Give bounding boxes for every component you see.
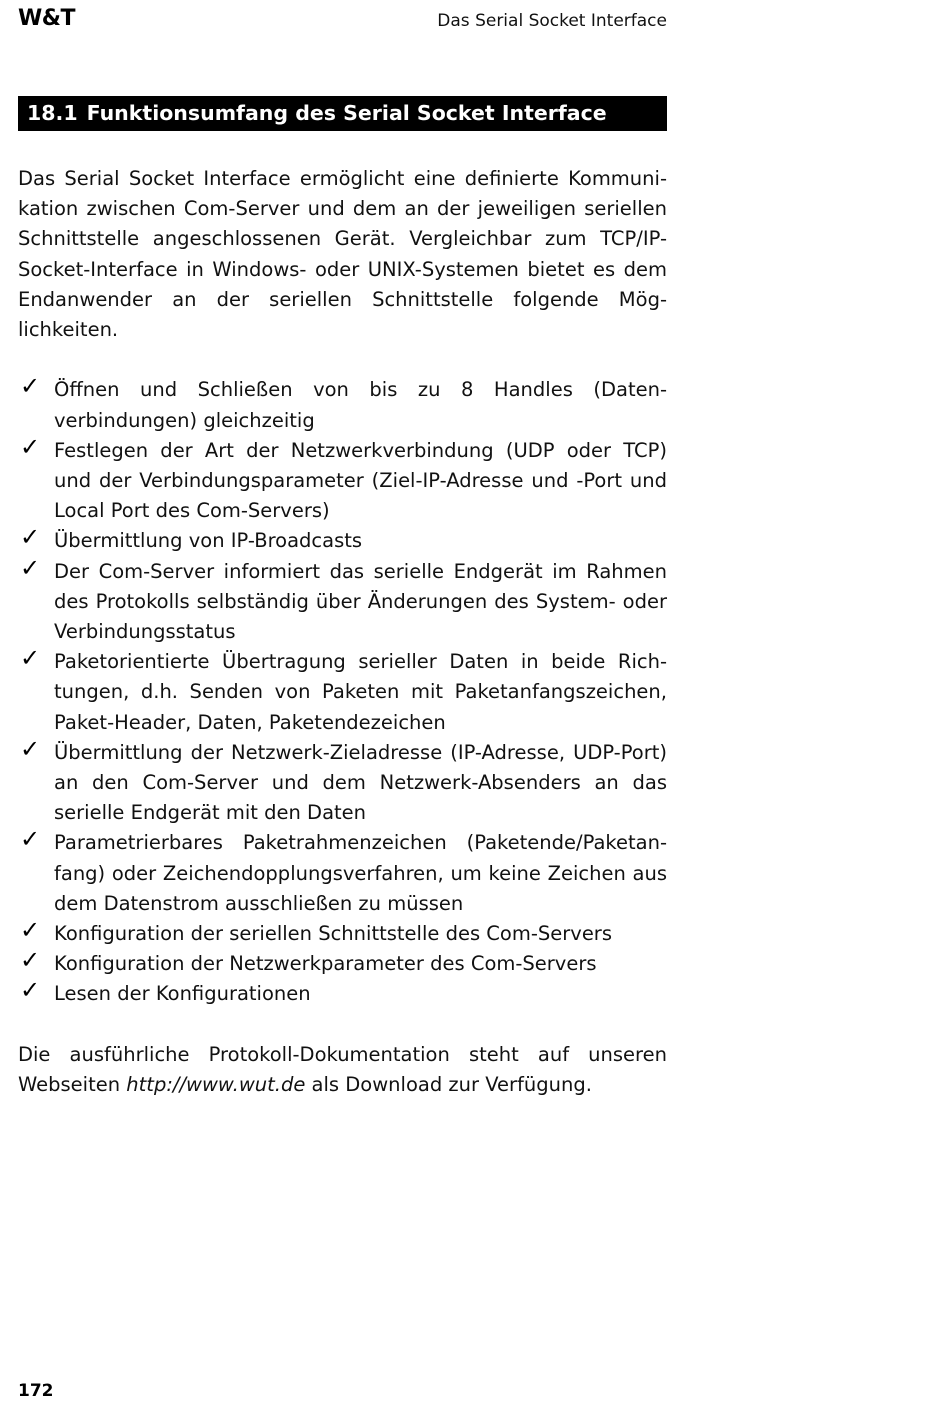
check-icon: ✓: [20, 825, 41, 854]
list-item-text: Übermittlung der Netzwerk-Zieladresse (IP-Adresse, UDP-Port) an den Com-Server und dem Netzwerk-Absenders an das serielle Endgerät mit den Daten: [54, 740, 667, 825]
list-item-text: Parametrierbares Paketrahmenzeichen (Paketende/​Paketanfang) oder Zeichendopplungsverfahren, um keine Zeichen aus dem Datenstrom ausschließen zu müssen: [54, 831, 667, 915]
page-number: 172: [18, 1381, 54, 1401]
list-item: [18, 644, 667, 738]
list-item-text: Übermittlung von IP-Broadcasts: [54, 529, 363, 553]
list-item-text: Konfiguration der seriellen Schnittstelle des Com-Servers: [54, 922, 612, 946]
check-icon: ✓: [20, 644, 41, 673]
closing-text: Die ausführliche Protokoll-Dokumentation steht auf unseren Webseiten: [18, 1042, 667, 1097]
logo: W&T: [18, 6, 75, 31]
list-item: [18, 976, 667, 1009]
list-item-text: Öffnen und Schließen von bis zu 8 Handles (Datenverbindungen) gleichzeitig: [54, 378, 667, 432]
check-icon: ✓: [20, 553, 41, 582]
list-item: [18, 916, 667, 949]
feature-list: [18, 372, 667, 1009]
list-item: [18, 372, 667, 435]
check-icon: ✓: [20, 976, 41, 1005]
list-item: [18, 523, 667, 556]
list-item-text: Paketorientierte Übertragung serieller Daten in beide Richtungen, d.h. Senden von Paketen mit Paketanfangszeichen, Paket-Header, Daten, Paketendezeichen: [54, 650, 667, 734]
check-icon: ✓: [20, 432, 41, 461]
check-icon: ✓: [20, 946, 41, 975]
intro-paragraph: Das Serial Socket Interface ermöglicht eine definierte Kommunikation zwischen Com-Server und dem an der jeweiligen seriellen Schnittstelle angeschlossenen Gerät. Vergleichbar zum TCP/​IP-Socket-Interface in Windows- oder UNIX-Systemen bietet es dem Endanwender an der seriellen Schnittstelle folgende Möglichkeiten.: [18, 167, 667, 342]
list-item-text: Der Com-Server informiert das serielle Endgerät im Rahmen des Protokolls selbständig über Änderungen des System- oder Verbindungsstatus: [54, 559, 667, 644]
list-item: [18, 734, 667, 829]
list-item-text: Festlegen der Art der Netzwerkverbindung (UDP oder TCP) und der Verbindungsparameter (Ziel-IP-Adresse und -Port und Local Port des Com-Servers): [54, 438, 667, 523]
list-item-text: Konfiguration der Netzwerkparameter des Com-Servers: [54, 952, 597, 976]
check-icon: ✓: [20, 734, 41, 763]
list-item: [18, 825, 667, 919]
body-content: [18, 164, 667, 1100]
closing-text-end: als Download zur Verfügung.: [305, 1073, 592, 1097]
list-item: [18, 553, 667, 648]
website-link[interactable]: http://www.wut.de: [126, 1073, 306, 1097]
check-icon: ✓: [20, 916, 41, 945]
list-item: [18, 432, 667, 527]
list-item: [18, 946, 667, 979]
check-icon: ✓: [20, 372, 41, 401]
closing-paragraph: [18, 1040, 667, 1100]
section-number: 18.1: [27, 101, 78, 125]
section-title: Funktionsumfang des Serial Socket Interface: [86, 101, 607, 125]
check-icon: ✓: [20, 523, 41, 552]
list-item-text: Lesen der Konfigurationen: [54, 982, 311, 1006]
running-header-title: Das Serial Socket Interface: [437, 11, 667, 31]
section-heading: [18, 96, 667, 131]
